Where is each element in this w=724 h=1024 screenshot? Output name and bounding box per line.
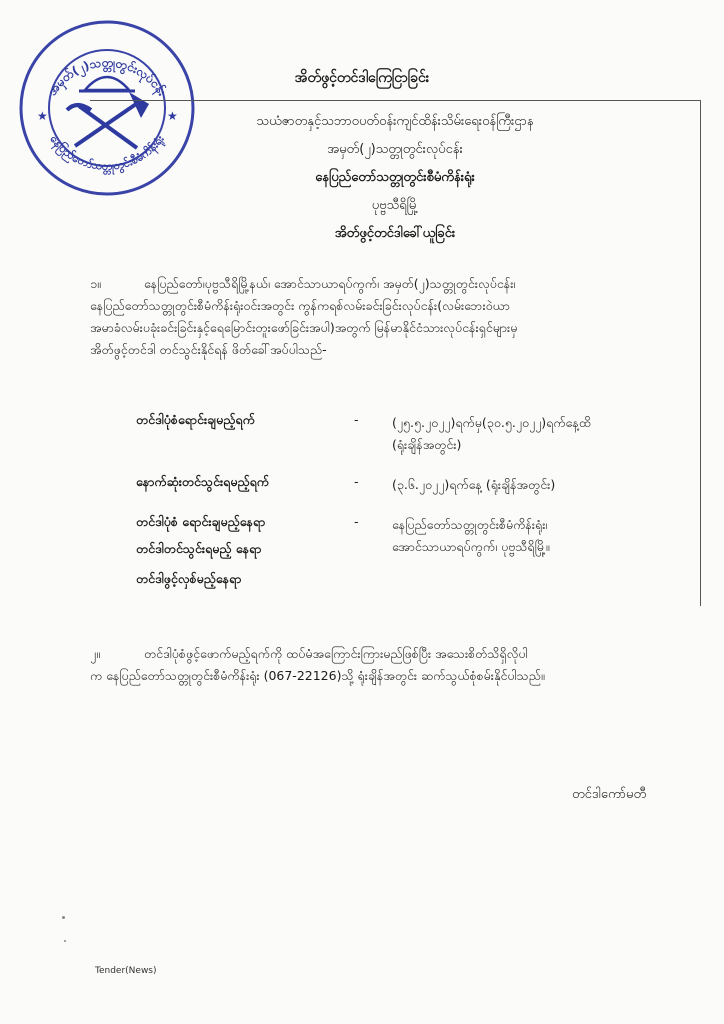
office-name: နေပြည်တော်သတ္တုတွင်းစီမံကိန်းရုံး: [315, 170, 475, 185]
enterprise-name: အမှတ်(၂)သတ္တုတွင်းလုပ်ငန်း: [327, 142, 463, 157]
township-name: ပုဗ္ဗသီရိမြို့: [371, 198, 419, 213]
schedule-label: တင်ဒါဖွင့်လှစ်မည့်နေရာ: [136, 571, 242, 586]
paragraph-1: [90, 273, 700, 361]
schedule-dash: -: [354, 412, 359, 427]
signature-committee: တင်ဒါကော်မတီ: [572, 787, 647, 802]
seal-top-text: အမှတ်(၂)သတ္တုတွင်းလုပ်ငန်း: [44, 55, 170, 99]
schedule-label: နောက်ဆုံးတင်သွင်းရမည့်ရက်: [136, 474, 269, 489]
seal-bottom-text: နေပြည်တော်သတ္တုတွင်းစီမံကိန်းရုံး: [47, 132, 167, 173]
svg-text:★: ★: [37, 109, 48, 123]
paragraph-1-line: နေပြည်တော်၊ပုဗ္ဗသီရိမြို့နယ်၊ အောင်သာယာရပ်ကွက်၊ အမှတ်(၂)သတ္တုတွင်းလုပ်ငန်း၊: [144, 276, 516, 291]
schedule-value: (၂၅.၅.၂၀၂၂)ရက်မှ(၃၀.၅.၂၀၂၂)ရက်နေ့ထိ: [392, 415, 591, 430]
paragraph-2-number: ၂။: [90, 646, 100, 661]
notice-title: အိတ်ဖွင့်တင်ဒါခေါ်ယူခြင်း: [334, 226, 456, 241]
paragraph-2-line: က နေပြည်တော်သတ္တုတွင်းစီမံကိန်းရုံး (067-22126)သို့ ရုံးချိန်အတွင်း ဆက်သွယ်စုံစမ်းနိုင်ပါသည်။: [90, 668, 545, 683]
svg-text:★: ★: [167, 109, 178, 123]
schedule-label: တင်ဒါပုံစံ ရောင်းချမည့်နေရာ: [136, 514, 266, 529]
paragraph-1-number: ၁။: [90, 276, 101, 291]
schedule-dash: -: [354, 474, 359, 489]
scan-speck: [62, 916, 65, 919]
schedule-value: အောင်သာယာရပ်ကွက်၊ ပုဗ္ဗသီရိမြို့။: [392, 539, 550, 554]
paragraph-1-line: နေပြည်တော်သတ္တုတွင်းစီမံကိန်းရုံးဝင်းအတွင်း ကွန်ကရစ်လမ်းခင်းခြင်းလုပ်ငန်း(လမ်းဘေးဝဲယာ: [90, 298, 510, 313]
footer-label: Tender(News): [95, 966, 157, 976]
paragraph-2: [90, 643, 700, 687]
schedule-label: တင်ဒါပုံစံရောင်းချမည့်ရက်: [136, 412, 255, 427]
scan-speck: [64, 940, 66, 942]
paragraph-2-line: တင်ဒါပုံစံဖွင့်ဖောက်မည့်ရက်ကို ထပ်မံအကြောင်းကြားမည်ဖြစ်ပြီး အသေးစိတ်သိရှိလိုပါ: [144, 646, 528, 661]
schedule-value: (၃.၆.၂၀၂၂)ရက်နေ့ (ရုံးချိန်အတွင်း): [392, 477, 556, 492]
paragraph-1-line: အိတ်ဖွင့်တင်ဒါ တင်သွင်းနိုင်ရန် ဖိတ်ခေါ်အပ်ပါသည်-: [90, 342, 327, 357]
notice-header-title: အိတ်ဖွင့်တင်ဒါကြေငြာခြင်း: [294, 70, 430, 86]
paragraph-1-line: အမာခံလမ်းပခုံးခင်းခြင်းနှင့်ရေမြောင်းတူးဖော်ခြင်းအပါ)အတွက် မြန်မာနိုင်ငံသားလုပ်ငန်းရှင်များမှ: [90, 320, 518, 335]
schedule-dash: -: [354, 514, 359, 529]
schedule-label: တင်ဒါတင်သွင်းရမည့် နေရာ: [136, 541, 262, 556]
ministry-name: သယံဇာတနှင့်သဘာဝပတ်ဝန်းကျင်ထိန်းသိမ်းရေးဝန်ကြီးဌာန: [256, 114, 534, 129]
schedule-value: နေပြည်တော်သတ္တုတွင်းစီမံကိန်းရုံး၊: [392, 517, 548, 532]
schedule-value: (ရုံးချိန်အတွင်း): [392, 437, 462, 452]
